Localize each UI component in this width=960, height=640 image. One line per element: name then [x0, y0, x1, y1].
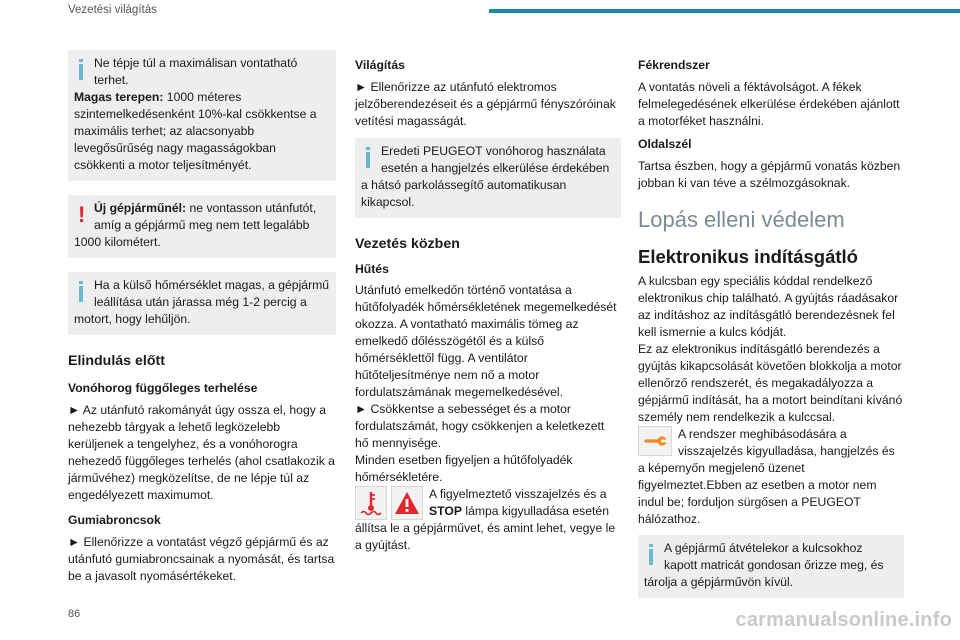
paragraph: A vontatás növeli a féktávolságot. A fékek felmelegedésének elkerülése érdekében ajánlott a motorféket használni.: [638, 80, 900, 128]
column-2: [355, 50, 621, 554]
coolant-temperature-icon: [355, 486, 387, 520]
column-1: [68, 50, 336, 585]
info-box-text: Ha a külső hőmérséklet magas, a gépjármű leállítása után járassa még 1-2 percig a motort, hogy lehűljön.: [74, 278, 330, 326]
subheading: Gumiabroncsok: [68, 513, 161, 527]
info-box-towbar: [355, 138, 621, 218]
info-box-text: A gépjármű átvételekor a kulcsokhoz kapott matricát gondosan őrizze meg, és tárolja a gépjárművön kívül.: [644, 541, 884, 589]
paragraph: Tartsa észben, hogy a gépjármű vonatás közben jobban ki van téve a szélmozgásoknak.: [638, 159, 901, 190]
paragraph: ► Ellenőrizze a vontatást végző gépjármű és az utánfutó gumiabroncsainak a nyomását, és tartsa be a javasolt nyomásértékeket.: [68, 535, 335, 583]
info-icon: [644, 540, 660, 570]
running-header: Vezetési világítás: [68, 4, 157, 16]
warning-box-new-vehicle: [68, 195, 336, 258]
section-heading: Elindulás előtt: [68, 353, 165, 369]
warning-lamps-paragraph: [355, 486, 621, 554]
section-heading: Vezetés közben: [355, 236, 460, 252]
warning-box-text: Új gépjárműnél: ne vontasson utánfutót, amíg a gépjármű meg nem tett legalább 1000 kilométert.: [74, 201, 317, 249]
paragraph: A kulcsban egy speciális kóddal rendelkező elektronikus chip található. A gyújtás ráadásakor az indításhoz az indításgátló berendezésnek fel kell ismernie a kulcs kódját.: [638, 274, 899, 339]
subheading: Fékrendszer: [638, 58, 710, 72]
paragraph: ► Csökkentse a sebességet és a motor fordulatszámát, hogy csökkenjen a keletkezett hő mennyisége.: [355, 402, 605, 450]
info-box-temperature: [68, 272, 336, 335]
chapter-title: Lopás elleni védelem: [638, 207, 845, 232]
info-box-text: Eredeti PEUGEOT vonóhorog használata esetén a hangjelzés elkerülése érdekében a hátsó parkolássegítő automatikusan kikapcsol.: [361, 144, 610, 209]
info-box-key-sticker: [638, 535, 904, 598]
paragraph: Minden esetben figyeljen a hűtőfolyadék hőmérsékletére.: [355, 453, 573, 484]
info-icon: [74, 55, 90, 85]
paragraph: Utánfutó emelkedőn történő vontatása a hűtőfolyadék hőmérsékletének megemelkedését okozza. A vontatható maximális tömeg az emelkedő dőlésszögétől és a külső hőmérséklettől függ. A ventilátor hűtőteljesítménye nem nő a motor fordulatszámának megemelkedésével.: [355, 283, 617, 399]
paragraph: Ez az elektronikus indításgátló berendezés a gyújtás kikapcsolását követően blokkolja a motor ellenőrző rendszerét, és megakadályozza a gépjármű indítását, ha a motort beindítani kívánó személy nem rendelkezik a kulccsal.: [638, 342, 903, 424]
info-icon: [74, 277, 90, 307]
page-number: 86: [68, 608, 81, 620]
wrench-icon: [638, 426, 672, 456]
subheading: Világítás: [355, 58, 405, 72]
watermark-text: carmanualsonline.info: [735, 609, 952, 631]
paragraph: ► Az utánfutó rakományát úgy ossza el, hogy a nehezebb tárgyak a lehető legközelebb kerüljenek a tengelyhez, és a vonóhorogra nehezedő függőleges terhelés (ahol csatlakozik a járművéhez) megközelítse, de ne lépje túl az engedélyezett maximumot.: [68, 403, 335, 502]
subheading: Vonóhorog függőleges terhelése: [68, 381, 258, 395]
warning-triangle-icon: [391, 486, 423, 520]
header-accent-bar: [489, 9, 960, 13]
fault-paragraph: [638, 426, 904, 528]
paragraph: A figyelmeztető visszajelzés és a STOP lámpa kigyulladása esetén állítsa le a gépjárművet, és amint lehet, vegye le a gyújtást.: [355, 487, 616, 552]
info-box-text: Ne tépje túl a maximálisan vontatható terhet. Magas terepen: 1000 méteres szintemelkedésenként 10%-kal csökkentse a maximális terhet; az alacsonyabb levegősűrűség nagy magasságokban csökkenti a motor teljesítményét.: [74, 56, 317, 172]
column-3: [638, 50, 904, 612]
warning-exclamation-icon: !: [78, 202, 86, 227]
info-icon: [361, 143, 377, 173]
paragraph: ► Ellenőrizze az utánfutó elektromos jelzőberendezéseit és a gépjármű fényszóróinak vetítési magasságát.: [355, 80, 616, 128]
paragraph: A rendszer meghibásodására a visszajelzés kigyulladása, hangjelzés és a képernyőn megjelenő üzenet figyelmeztet.Ebben az esetben a motor nem indul be; forduljon sürgősen a PEUGEOT hálózathoz.: [638, 427, 895, 526]
subheading: Oldalszél: [638, 137, 692, 151]
subheading: Hűtés: [355, 262, 389, 276]
section-title: Elektronikus indításgátló: [638, 246, 858, 267]
bold-label: Magas terepen:: [74, 90, 164, 104]
info-box-max-load: [68, 50, 336, 181]
